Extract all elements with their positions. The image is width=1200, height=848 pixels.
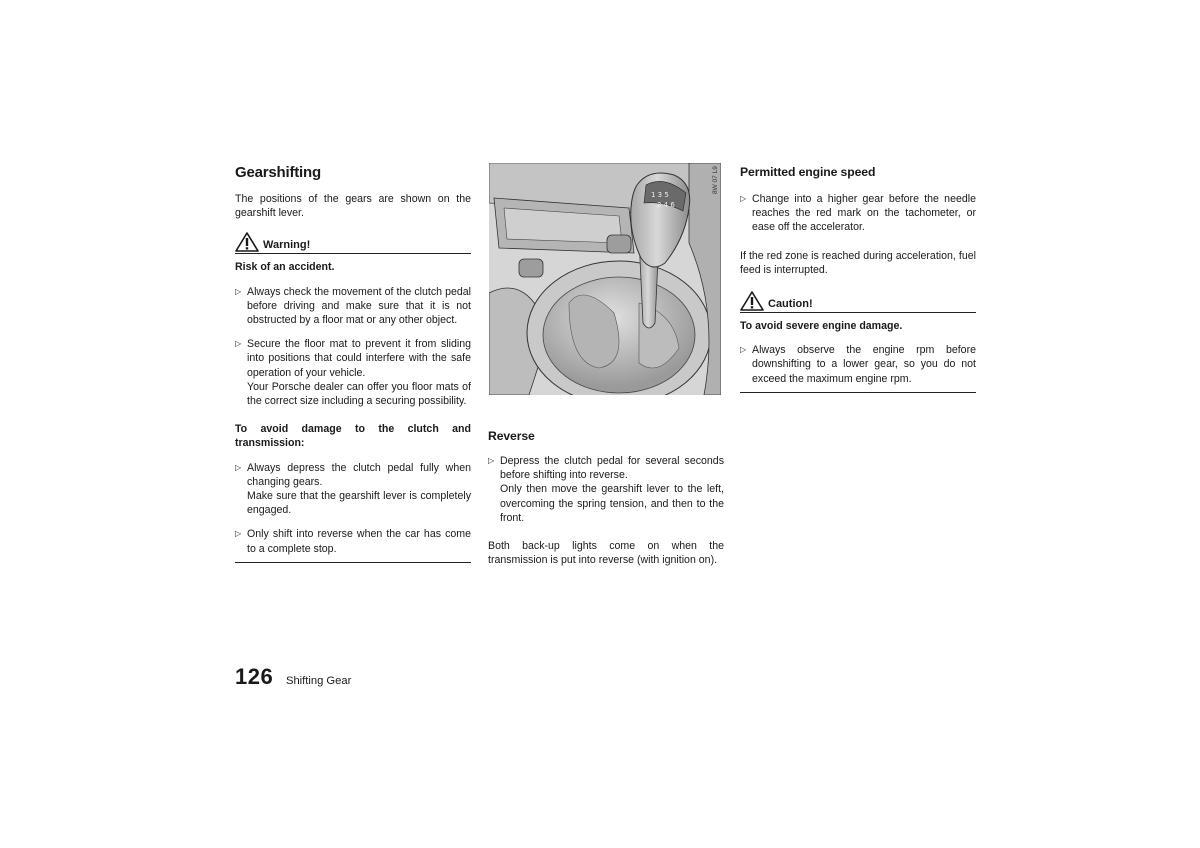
bullet-triangle-icon: ▷ [235, 529, 242, 539]
bullet-triangle-icon: ▷ [488, 456, 495, 465]
svg-text:1 3 5: 1 3 5 [651, 191, 669, 199]
list-item-text: Change into a higher gear before the needle reaches the red mark on the tachometer, or ease off the accelerator. [752, 193, 976, 234]
caution-heading: To avoid severe engine damage. [740, 320, 903, 333]
list-item-text: Secure the floor mat to prevent it from sliding into positions that could interfere with the safe operation of your vehicle. [247, 338, 471, 379]
bullet-triangle-icon: ▷ [740, 345, 747, 355]
intro-text: The positions of the gears are shown on the gearshift lever. [235, 193, 471, 220]
list-item-text: Your Porsche dealer can offer you floor mats of the correct size including a securing possibility. [247, 380, 471, 408]
list-item [235, 461, 471, 518]
list-item-text: Only shift into reverse when the car has come to a complete stop. [247, 528, 471, 555]
list-item [488, 454, 724, 525]
section-title: Reverse [488, 429, 535, 443]
risk-heading: Risk of an accident. [235, 261, 335, 274]
caution-header [740, 291, 976, 313]
list-item [740, 343, 976, 386]
right-column [740, 164, 976, 393]
gearshift-illustration [489, 163, 721, 395]
svg-text:2 4 6: 2 4 6 [657, 201, 675, 209]
list-item-text: Make sure that the gearshift lever is completely engaged. [247, 490, 471, 517]
left-column [235, 164, 471, 563]
list-item [235, 285, 471, 328]
warning-label: Warning! [263, 239, 311, 252]
list-item-text: Always observe the engine rpm before downshifting to a lower gear, so you do not exceed the maximum engine rpm. [752, 344, 976, 385]
caution-label: Caution! [768, 298, 813, 311]
gearshift-lever-image [489, 163, 721, 395]
warning-triangle-icon [235, 232, 259, 252]
page-number: 126 [235, 664, 274, 689]
bullet-triangle-icon: ▷ [740, 194, 747, 203]
caution-end-rule [740, 392, 976, 393]
figure-code: 8W 07 L9 [712, 166, 719, 194]
list-item-text: Always check the movement of the clutch pedal before driving and make sure that it is not obstructed by a floor mat or any other object. [247, 285, 471, 327]
warning-end-rule [235, 562, 471, 563]
warning-triangle-icon [740, 291, 764, 311]
list-item-text: Only then move the gearshift lever to the left, overcoming the spring tension, and then to the front. [500, 483, 724, 524]
red-zone-text: If the red zone is reached during acceleration, fuel feed is interrupted. [740, 249, 976, 276]
middle-column [488, 428, 724, 567]
page-section-title: Shifting Gear [286, 675, 352, 687]
bullet-triangle-icon: ▷ [235, 286, 242, 296]
list-item-text: Depress the clutch pedal for several seconds before shifting into reverse. [500, 455, 724, 482]
list-item [740, 192, 976, 235]
list-item-text: Always depress the clutch pedal fully when changing gears. [247, 461, 471, 488]
list-item [235, 527, 471, 555]
backup-lights-text: Both back-up lights come on when the transmission is put into reverse (with ignition on). [488, 540, 724, 567]
bullet-triangle-icon: ▷ [235, 339, 242, 349]
list-item [235, 337, 471, 408]
bullet-triangle-icon: ▷ [235, 462, 242, 472]
warning-header [235, 232, 471, 254]
section-title: Permitted engine speed [740, 165, 876, 179]
clutch-heading: To avoid damage to the clutch and transmission: [235, 423, 471, 450]
section-title: Gearshifting [235, 164, 321, 181]
